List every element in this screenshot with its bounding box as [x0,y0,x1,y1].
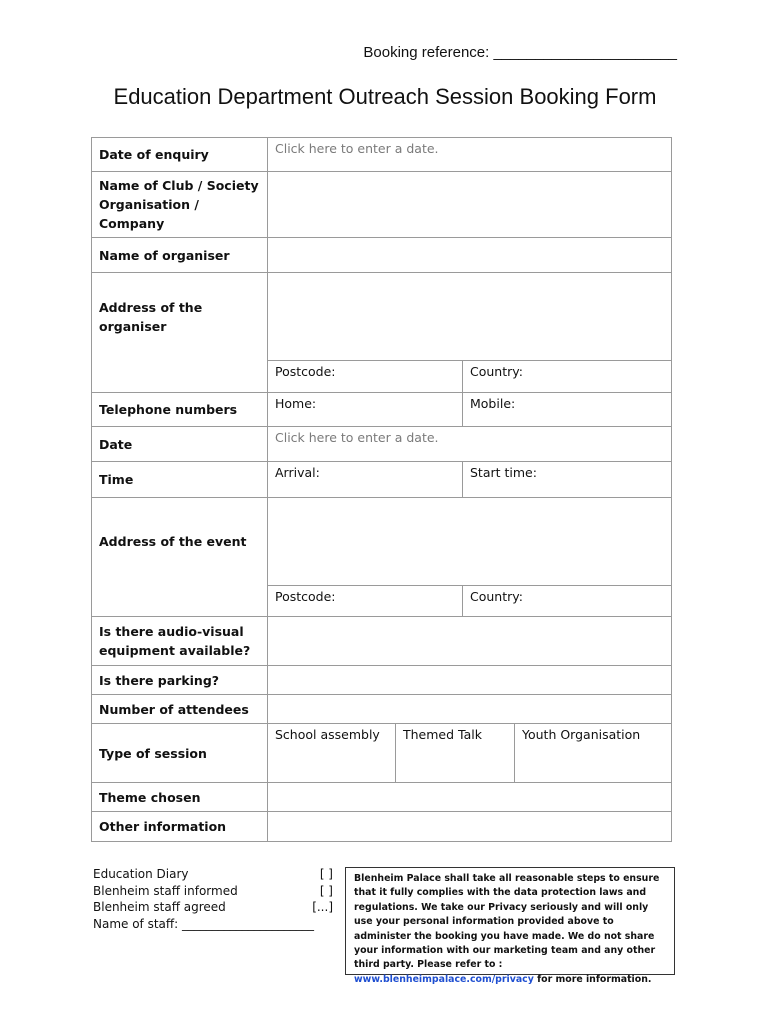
mobile-phone-field[interactable]: Mobile: [463,393,672,427]
event-address-label-continued [92,586,268,617]
attendees-field[interactable] [268,695,672,724]
session-type-label: Type of session [92,724,268,783]
organiser-postcode-field[interactable]: Postcode: [268,361,463,393]
event-address-label: Address of the event [92,498,268,586]
privacy-link[interactable]: www.blenheimpalace.com/privacy [354,973,534,985]
session-option-themed-talk[interactable]: Themed Talk [396,724,515,783]
home-phone-field[interactable]: Home: [268,393,463,427]
club-name-label-line2: Organisation / Company [99,197,199,231]
organiser-name-label: Name of organiser [92,238,268,273]
start-time-field[interactable]: Start time: [463,462,672,498]
telephone-label: Telephone numbers [92,393,268,427]
privacy-notice [345,867,675,985]
privacy-notice-text: Blenheim Palace shall take all reasonable steps to ensure that it fully complies with the data protection laws and regulations. We take our Privacy seriously and will only use your personal information provided above to administer the booking you have made. We do not share your information with our marketing team and any other third party. Please refer to : [354,873,660,971]
club-name-field[interactable] [268,172,672,238]
event-postcode-field[interactable]: Postcode: [268,586,463,617]
time-label: Time [92,462,268,498]
privacy-notice-suffix: for more information. [533,973,652,985]
theme-label: Theme chosen [92,783,268,812]
date-field[interactable]: Click here to enter a date. [268,427,672,462]
office-use-checklist [93,866,333,932]
checklist-row-staff-informed [93,883,333,900]
date-label: Date [92,427,268,462]
other-info-label: Other information [92,812,268,842]
audio-visual-label [92,617,268,666]
checklist-row-staff-agreed [93,899,333,916]
other-info-field[interactable] [268,812,672,842]
organiser-address-label: Address of the organiser [92,273,268,361]
session-option-school-assembly[interactable]: School assembly [268,724,396,783]
checklist-checkbox[interactable]: [ ] [319,883,333,898]
audio-visual-label-line2: equipment available? [99,643,251,658]
checklist-label: Education Diary [93,867,189,881]
organiser-address-label-continued [92,361,268,393]
checklist-checkbox[interactable]: [...] [312,900,333,914]
checklist-row-education-diary [93,866,333,883]
attendees-label: Number of attendees [92,695,268,724]
club-name-label [92,172,268,238]
theme-field[interactable] [268,783,672,812]
checklist-label: Blenheim staff informed [93,883,238,898]
checklist-checkbox[interactable]: [ ] [319,867,333,881]
form-title: Education Department Outreach Session Booking Form [113,84,657,109]
event-address-field[interactable] [268,498,672,586]
audio-visual-field[interactable] [268,617,672,666]
date-of-enquiry-field[interactable]: Click here to enter a date. [268,138,672,172]
audio-visual-label-line1: Is there audio-visual [99,624,244,639]
session-option-youth-organisation[interactable]: Youth Organisation [515,724,672,783]
organiser-country-field[interactable]: Country: [463,361,672,393]
parking-field[interactable] [268,666,672,695]
checklist-label: Blenheim staff agreed [93,900,226,914]
staff-name-line[interactable]: Name of staff: ______________________ [93,916,315,931]
booking-reference: Booking reference: ______________________ [363,44,677,61]
club-name-label-line1: Name of Club / Society [99,178,259,193]
organiser-address-field[interactable] [268,273,672,361]
event-country-field[interactable]: Country: [463,586,672,617]
booking-form-table [91,137,672,842]
parking-label: Is there parking? [92,666,268,695]
organiser-name-field[interactable] [268,238,672,273]
date-of-enquiry-label: Date of enquiry [92,138,268,172]
arrival-time-field[interactable]: Arrival: [268,462,463,498]
